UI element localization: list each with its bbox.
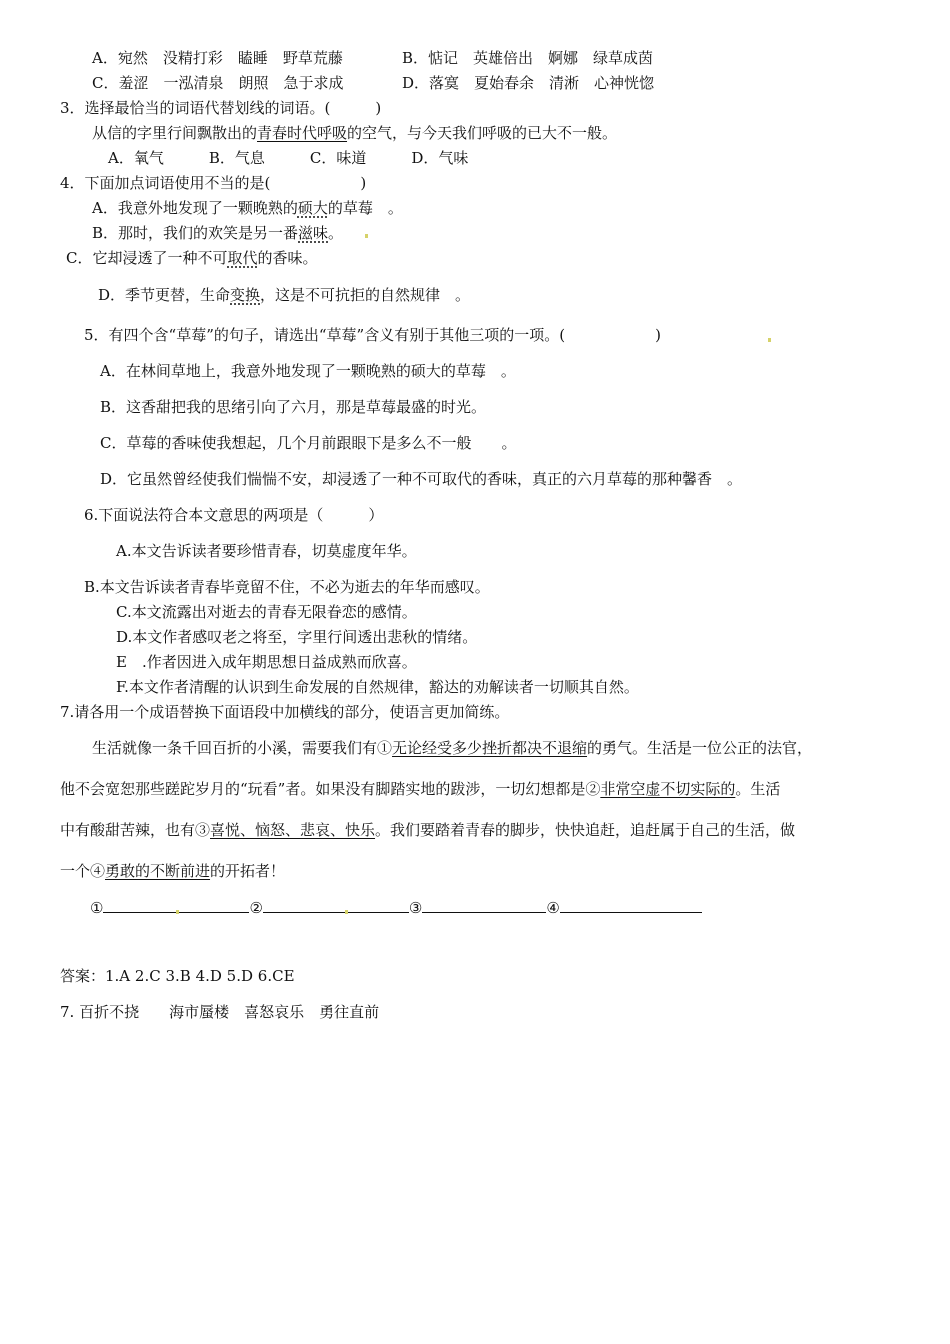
- q7-underline-4: 勇敢的不断前进: [105, 862, 211, 880]
- q6-option-a: A.本文告诉读者要珍惜青春，切莫虚度年华。: [116, 542, 417, 560]
- q4-dotted-word-c: 取代: [227, 249, 258, 267]
- q5-option-d: D．它虽然曾经使我们惴惴不安，却浸透了一种不可取代的香味，真正的六月草莓的那种馨香 。: [100, 470, 743, 488]
- q7-underline-2: 非常空虚不切实际的: [600, 780, 736, 798]
- q7-paragraph-line-1: 生活就像一条千回百折的小溪，需要我们有①无论经受多少挫折都决不退缩的勇气。生活是一位公正的法官，: [92, 739, 813, 757]
- q7-underline-1: 无论经受多少挫折都决不退缩: [392, 739, 588, 757]
- q3-options: A．氧气 B．气息 C．味道 D．气味: [108, 149, 469, 167]
- q4-stem: 4．下面加点词语使用不当的是( ): [60, 174, 367, 192]
- q6-option-d: D.本文作者感叹老之将至，字里行间透出悲秋的情绪。: [116, 628, 478, 646]
- q6-option-e: E .作者因进入成年期思想日益成熟而欣喜。: [116, 653, 417, 671]
- q7-underline-3: 喜悦、恼怒、悲哀、快乐: [210, 821, 376, 839]
- scan-speck: [365, 234, 368, 238]
- q3-underlined-phrase: 青春时代呼吸: [257, 124, 348, 142]
- answer-key-line-2: 7. 百折不挠 海市蜃楼 喜怒哀乐 勇往直前: [60, 1003, 380, 1021]
- q3-stem: 3．选择最恰当的词语代替划线的词语。( ): [60, 99, 382, 117]
- q4-dotted-word-b: 滋味: [298, 224, 329, 242]
- scan-speck: [345, 910, 348, 914]
- q2-option-b: B．惦记 英雄倍出 婀娜 绿草成茵: [402, 49, 654, 67]
- q5-stem: 5．有四个含“草莓”的句子，请选出“草莓”含义有别于其他三项的一项。( ): [84, 326, 661, 344]
- q4-option-b: B．那时，我们的欢笑是另一番滋味。: [92, 224, 344, 242]
- q4-option-d: D．季节更替，生命变换，这是不可抗拒的自然规律 。: [98, 286, 471, 304]
- q2-option-a: A．宛然 没精打彩 瞌睡 野草荒藤: [92, 49, 343, 67]
- q6-option-b: B.本文告诉读者青春毕竟留不住，不必为逝去的年华而感叹。: [84, 578, 490, 596]
- q3-sentence: 从信的字里行间飘散出的青春时代呼吸的空气，与今天我们呼吸的已大不一般。: [92, 124, 618, 142]
- q7-paragraph-line-3: 中有酸甜苦辣，也有③喜悦、恼怒、悲哀、快乐。我们要踏着青春的脚步，快快追赶，追赶属于自己的生活，做: [60, 821, 796, 839]
- q2-option-c: C．羞涩 一泓清泉 朗照 急于求成: [92, 74, 344, 92]
- q6-option-f: F.本文作者清醒的认识到生命发展的自然规律，豁达的劝解读者一切顺其自然。: [116, 678, 639, 696]
- answer-blank-4[interactable]: [560, 898, 702, 913]
- scan-speck: [768, 338, 771, 342]
- answer-key-line-1: 答案：1.A 2.C 3.B 4.D 5.D 6.CE: [60, 967, 295, 985]
- q4-option-a: A．我意外地发现了一颗晚熟的硕大的草莓 。: [92, 199, 403, 217]
- q2-option-d: D．落寞 夏始春余 清淅 心神恍惚: [402, 74, 655, 92]
- q7-paragraph-line-4: 一个④勇敢的不断前进的开拓者！: [60, 862, 286, 880]
- q4-dotted-word-a: 硕大: [297, 199, 328, 217]
- q5-option-a: A．在林间草地上，我意外地发现了一颗晚熟的硕大的草莓 。: [100, 362, 516, 380]
- q5-option-c: C．草莓的香味使我想起，几个月前跟眼下是多么不一般 。: [100, 434, 517, 452]
- q4-dotted-word-d: 变换: [230, 286, 261, 304]
- q4-option-c: C．它却浸透了一种不可取代的香味。: [66, 249, 318, 267]
- q7-paragraph-line-2: 他不会宽恕那些蹉跎岁月的“玩看”者。如果没有脚踏实地的跋涉，一切幻想都是②非常空虚不切实际的。生活: [60, 780, 781, 798]
- answer-blank-3[interactable]: [422, 898, 546, 913]
- answer-blank-2[interactable]: [263, 898, 409, 913]
- q5-option-b: B．这香甜把我的思绪引向了六月，那是草莓最盛的时光。: [100, 398, 487, 416]
- q7-stem: 7.请各用一个成语替换下面语段中加横线的部分，使语言更加简练。: [60, 703, 510, 721]
- scan-speck: [176, 910, 179, 914]
- q6-option-c: C.本文流露出对逝去的青春无限眷恋的感情。: [116, 603, 417, 621]
- q7-answer-blanks: ① ② ③ ④: [90, 898, 702, 918]
- q6-stem: 6.下面说法符合本文意思的两项是（ ）: [84, 506, 384, 524]
